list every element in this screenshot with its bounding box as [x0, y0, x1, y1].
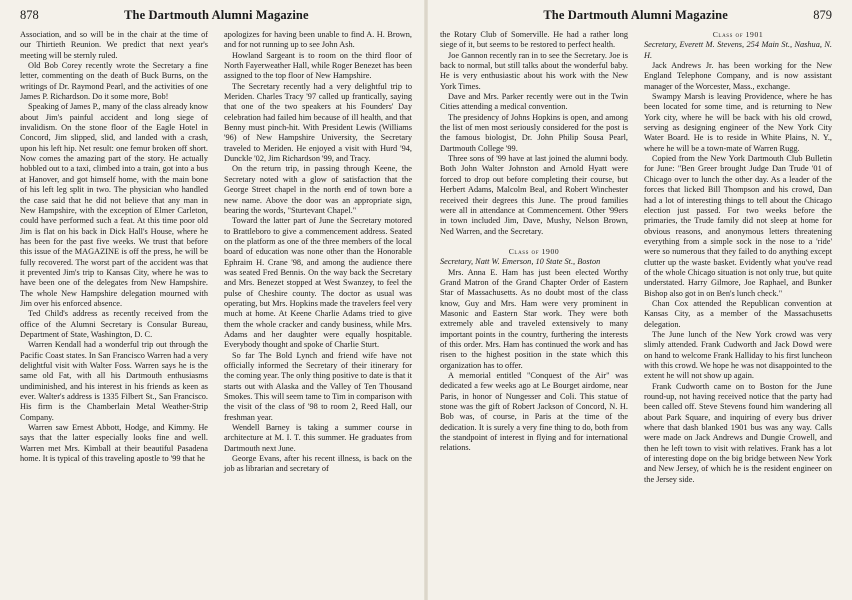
paragraph: Three sons of '99 have at last joined the alumni body. Both John Walter Johnston and Arnold Hyatt were forced to drop out before completing their course, but Herbert Adams, Malcolm Beal, and Robert Winchester received their degrees this June. The proud families were all in attendance at Commencement. Other '99ers in town included Jim, Dave, Mushy, Nelson Brown, Ned Warren, and the Secretary.: [440, 154, 628, 236]
right-page: [426, 0, 852, 600]
paragraph: Joe Gannon recently ran in to see the Secretary. Joe is back to normal, but still talks about the wonderful baby. He is very enthusiastic about his work with the New York Times.: [440, 50, 628, 91]
paragraph: Wendell Barney is taking a summer course in architecture at M. I. T. this summer. He graduates from Dartmouth next June.: [224, 423, 412, 453]
paragraph: George Evans, after his recent illness, is back on the job as librarian and secretary of: [224, 454, 412, 474]
paragraph: Swampy Marsh is leaving Providence, where he has been located for some time, and is returning to New York city, where he will be back with his old crowd, serving as designing engineer of the New York City Water Board. He is to reside in White Plains, N. Y., where he will be a town-mate of Warren Rugg.: [644, 92, 832, 153]
paragraph: Old Bob Corey recently wrote the Secretary a fine letter, commenting on the death of Buck Burns, on the writings of Dr. Raymond Pearl, and the activities of one James P. Richardson. Do it some more, Bob!: [20, 61, 208, 102]
paragraph: Mrs. Anna E. Ham has just been elected Worthy Grand Matron of the Grand Chapter Order of Eastern Star of Massachusetts. As no doubt most of the class know, Guy and Mrs. Ham were very prominent in Masonic and Eastern Star work. They were both extremely able and traveled extensively to many important points in the country, furthering the interests of this order. Mrs. Ham has continued the work and has risen to the highest position in the state which this organization has to offer.: [440, 267, 628, 370]
class-heading-1901: Class of 1901: [712, 30, 764, 39]
paragraph: apologizes for having been unable to find A. H. Brown, and for not running up to see John Ash.: [224, 30, 412, 50]
class-secretary-1901: Secretary, Everett M. Stevens, 254 Main St., Nashua, N. H.: [644, 40, 832, 60]
right-column-1: [440, 30, 628, 485]
paragraph: So far The Bold Lynch and friend wife have not officially informed the Secretary of their itinerary for the coming year. The only thing positive to date is that it starts out with Alaska and the Valley of Ten Thousand Smokes. This will seem tame to Tim in comparison with the visit of the class of '98 to room 2, Reed Hall, our freshman year.: [224, 350, 412, 422]
page-number-left: 878: [20, 8, 39, 22]
class-secretary-1900: Secretary, Natt W. Emerson, 10 State St., Boston: [440, 257, 601, 267]
paragraph: Chan Cox attended the Republican convention at Kansas City, as a member of the Massachusetts delegation.: [644, 298, 832, 329]
paragraph: the Rotary Club of Somerville. He had a rather long siege of it, but seems to be restored to perfect health.: [440, 30, 628, 50]
paragraph: Warren Kendall had a wonderful trip out through the Pacific Coast states. In San Francisco Warren had a very delightful visit with Walter Foss. Warren says he is the same old Fat, with all his Dartmouth enthusiasms undiminished, and his interest in his friends as keen as ever. Walter's address is 1335 Filbert St., San Francisco. His firm is the Chamberlain Metal Weather-Strip Company.: [20, 340, 208, 422]
class-heading-1900: Class of 1900: [508, 246, 560, 256]
paragraph: Ted Child's address as recently received from the office of the Alumni Secretary is Consular Bureau, Department of State, Washington, D. C.: [20, 309, 208, 339]
paragraph: The presidency of Johns Hopkins is open, and among the list of men most seriously considered for the post is the famous biologist, Dr. John Philip Sousa Pearl, Dartmouth College '99.: [440, 112, 628, 153]
paragraph: Warren saw Ernest Abbott, Hodge, and Kimmy. He says that the latter especially looks fine and well. Warren met Mrs. Kimball at their beautiful Pasadena home. It is typical of this traveling apostle to '99 that he: [20, 423, 208, 464]
paragraph: On the return trip, in passing through Keene, the Secretary noted with a glow of satisfaction that the George Street chapel in the north end of town bore a new name. Above the door was an appropriate sign, bearing the words, "Sturtevant Chapel.": [224, 164, 412, 215]
paragraph: Toward the latter part of June the Secretary motored to Brattleboro to give a commencement address. Seated on the platform as one of the three members of the local board of education was none other than the Honorable Ephraim H. Crane '98, and among the audience there was seated Fred Bennis. On the way back the Secretary and Mrs. Benezet stopped at West Swanzey, to feel the pulse of Cheshire county. The doctor as usual was operating, but Mrs. Hopkins made the travelers feel very much at home. At Keene Charlie Adams tried to give them the whole cracker and candy business, while Mrs. Adams and her daughter were equally hospitable. Everybody thought and spoke of Charlie Sturt.: [224, 216, 413, 350]
left-column-2: [224, 30, 412, 475]
paragraph: Dave and Mrs. Parker recently were out in the Twin Cities attending a medical convention.: [440, 92, 628, 112]
running-head-right: [440, 8, 832, 28]
paragraph: Howland Sargeant is to room on the third floor of North Fayerweather Hall, while Roger Benezet has been assigned to the top floor of New Hampshire.: [224, 50, 412, 81]
paragraph: Jack Andrews Jr. has been working for the New England Telephone Company, and is now assistant manager of the Worcester, Mass., exchange.: [644, 61, 832, 91]
left-column-1: [20, 30, 208, 475]
paragraph: A memorial entitled "Conquest of the Air" was dedicated a few weeks ago at Le Bourget airdome, near Paris, in honor of Nungesser and Coli. This statue of stone was the gift of Robert Jackson of Concord, N. H. Bob was, of course, in Paris at the time of the dedication. It is surely a very fine thing to do, both from the standpoint of interest in flying and for international relations.: [440, 371, 628, 453]
paragraph: The June lunch of the New York crowd was very slimly attended. Frank Cudworth and Jack Dowd were on hand to welcome Frank Halliday to his first luncheon with this crowd. We hope he was not disappointed to the extent he will not show up again.: [644, 329, 832, 381]
running-head-left: [20, 8, 412, 28]
page-number-right: 879: [813, 8, 832, 22]
paragraph: The Secretary recently had a very delightful trip to Meriden. Charles Tracy '97 called up frantically, saying that one of the two speakers at his Founders' Day celebration had failed him because of ill health, and that Benny must pinch-hit. With President Lewis (Williams '96) of New Hampshire University, the Secretary traveled to Meriden. He enjoyed a visit with Hurd '94, Dunckle '02, Jim Richardson '99, and Tracy.: [224, 81, 412, 164]
paragraph: Copied from the New York Dartmouth Club Bulletin for June: "Ben Greer brought Judge Dan Trude '01 of Chicago over to lunch the other day. As a leader of the forces that licked Bill Thompson and his crowd, Dan had a lot of interesting things to tell about the Chicago election just passed. For two weeks before the primaries, the Trude family did not sleep at home for obvious reasons, and anonymous letters threatening everything from a simple sock in the nose to a 'ride' were so numerous that they failed to do anything except clutter up the waste basket. Evidently what you've read of the whole Chicago situation is not only true, but quite understated. Harry Gilmore, Joe Raphael, and Bunker Bishop also got in on Ben's lunch check.": [644, 154, 832, 298]
paragraph: Frank Cudworth came on to Boston for the June round-up, not having received notice that the party had been called off. Steve Stevens found him wandering all about Park Square, and inquiring of every bus driver where that dash blanked 1901 bus was any way. Calls were made on Jack Andrews and Dungie Crowell, and then he left town to visit with relatives. Frank has a lot of interesting dope on the big bridge between New York and New Jersey, of which he is the resident engineer on the Jersey side.: [644, 381, 832, 484]
magazine-title-left: The Dartmouth Alumni Magazine: [124, 8, 309, 22]
right-column-2: [644, 30, 832, 485]
paragraph: Association, and so will be in the chair at the time of our Thirtieth Reunion. We predict that next year's meeting will be sternly ruled.: [20, 30, 208, 60]
paragraph: Speaking of James P., many of the class already know about Jim's painful accident and long siege of invalidism. On the stone floor of the Eagle Hotel in Concord, Jim slipped, slid, and landed with a crash, upon his left hip. Net result: one femur broken off short. Now comes the amazing part of the story. He actually hobbled out to a taxi, climbed into a train, got into a bus at Hanover, and got himself home, with the main bone of his left leg split in two. The physician who handled the case said that he did not believe that any man in New Hampshire, with the exception of Elmer Carleton, could have performed such a feat. At this time poor old Jim is flat on his back in Dick Hall's House, where he has been for the past five weeks. We trust that before this issue of the MAGAZINE is off the press, he will be fully recovered. The worst part of the accident was that it prevented Jim's trip to Kansas City, where he was to have been one of the delegates from New Hampshire. The whole New Hampshire delegation mourned with Jim over his enforced absence.: [20, 102, 208, 308]
magazine-title-right: The Dartmouth Alumni Magazine: [543, 8, 728, 22]
